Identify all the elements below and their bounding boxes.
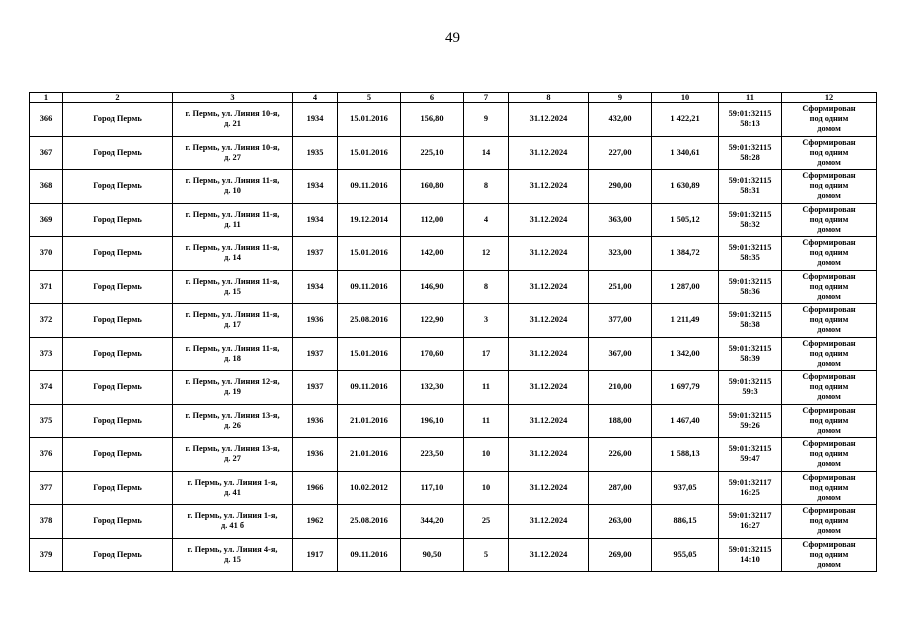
table-row	[30, 371, 877, 405]
cell-municipality: Город Пермь	[63, 438, 173, 472]
status-line-2: под одним	[809, 516, 849, 526]
cell-status	[782, 136, 877, 170]
cadastral-part-1: 59:01:32115	[728, 276, 772, 286]
cell-cadastral-number	[719, 304, 782, 338]
cell-deadline: 31.12.2024	[509, 471, 589, 505]
status-line-3: домом	[817, 157, 841, 167]
status-line-3: домом	[817, 492, 841, 502]
cadastral-part-2: 16:27	[740, 521, 760, 531]
cell-cost: 251,00	[589, 270, 652, 304]
cell-area: 90,50	[401, 538, 464, 572]
address-line: г. Пермь, ул. Линия 11-я,	[185, 343, 280, 353]
cell-deadline: 31.12.2024	[509, 136, 589, 170]
cadastral-part-2: 59:3	[742, 387, 758, 397]
cell-status	[782, 404, 877, 438]
cell-deadline: 31.12.2024	[509, 203, 589, 237]
cell-count: 8	[464, 170, 509, 204]
table-row	[30, 505, 877, 539]
status-line-3: домом	[817, 559, 841, 569]
table-row	[30, 237, 877, 271]
cell-date: 21.01.2016	[338, 404, 401, 438]
cell-address	[173, 103, 293, 137]
cadastral-part-1: 59:01:32115	[728, 109, 772, 119]
address-line: г. Пермь, ул. Линия 12-я,	[185, 377, 280, 387]
cell-total: 955,05	[652, 538, 719, 572]
cell-cadastral-number	[719, 237, 782, 271]
address-house: д. 15	[224, 286, 241, 296]
cell-status	[782, 371, 877, 405]
cadastral-part-2: 58:13	[740, 119, 760, 129]
cell-total: 1 211,49	[652, 304, 719, 338]
column-number: 6	[401, 93, 464, 103]
cell-cost: 367,00	[589, 337, 652, 371]
cell-municipality: Город Пермь	[63, 404, 173, 438]
cadastral-part-1: 59:01:32117	[728, 477, 772, 487]
column-number: 5	[338, 93, 401, 103]
column-number: 11	[719, 93, 782, 103]
status-line-3: домом	[817, 124, 841, 134]
cell-count: 11	[464, 404, 509, 438]
column-number: 12	[782, 93, 877, 103]
cell-deadline: 31.12.2024	[509, 538, 589, 572]
cadastral-part-1: 59:01:32115	[728, 410, 772, 420]
cell-municipality: Город Пермь	[63, 304, 173, 338]
cell-status	[782, 304, 877, 338]
address-house: д. 27	[224, 152, 241, 162]
status-line-1: Сформирован	[802, 271, 856, 281]
cell-deadline: 31.12.2024	[509, 304, 589, 338]
cell-address	[173, 505, 293, 539]
cadastral-part-2: 59:47	[740, 454, 760, 464]
table-row	[30, 103, 877, 137]
status-line-3: домом	[817, 526, 841, 536]
address-line: г. Пермь, ул. Линия 11-я,	[185, 310, 280, 320]
cell-cadastral-number	[719, 404, 782, 438]
cell-cost: 227,00	[589, 136, 652, 170]
cell-area: 170,60	[401, 337, 464, 371]
cell-area: 196,10	[401, 404, 464, 438]
cell-year: 1936	[293, 438, 338, 472]
address-line: г. Пермь, ул. Линия 11-я,	[185, 243, 280, 253]
status-line-2: под одним	[809, 181, 849, 191]
status-line-3: домом	[817, 291, 841, 301]
cadastral-part-1: 59:01:32115	[728, 209, 772, 219]
cell-cost: 377,00	[589, 304, 652, 338]
cell-count: 14	[464, 136, 509, 170]
cell-cadastral-number	[719, 103, 782, 137]
cell-area: 344,20	[401, 505, 464, 539]
cell-municipality: Город Пермь	[63, 136, 173, 170]
address-line: г. Пермь, ул. Линия 13-я,	[185, 444, 280, 454]
cell-area: 156,80	[401, 103, 464, 137]
address-line: г. Пермь, ул. Линия 4-я,	[187, 544, 278, 554]
address-line: г. Пермь, ул. Линия 11-я,	[185, 209, 280, 219]
cell-cadastral-number	[719, 337, 782, 371]
cell-deadline: 31.12.2024	[509, 337, 589, 371]
cell-municipality: Город Пермь	[63, 371, 173, 405]
column-number: 3	[173, 93, 293, 103]
cell-count: 4	[464, 203, 509, 237]
status-line-3: домом	[817, 191, 841, 201]
cell-row-number: 375	[30, 404, 63, 438]
cell-address	[173, 203, 293, 237]
cell-total: 1 505,12	[652, 203, 719, 237]
cell-municipality: Город Пермь	[63, 270, 173, 304]
cell-status	[782, 505, 877, 539]
status-line-3: домом	[817, 459, 841, 469]
cell-cadastral-number	[719, 538, 782, 572]
cadastral-part-1: 59:01:32117	[728, 511, 772, 521]
status-line-1: Сформирован	[802, 238, 856, 248]
cell-year: 1966	[293, 471, 338, 505]
cell-municipality: Город Пермь	[63, 538, 173, 572]
cell-status	[782, 337, 877, 371]
cell-address	[173, 237, 293, 271]
cell-cost: 432,00	[589, 103, 652, 137]
cell-municipality: Город Пермь	[63, 170, 173, 204]
cell-cadastral-number	[719, 438, 782, 472]
cell-cadastral-number	[719, 505, 782, 539]
cell-date: 09.11.2016	[338, 371, 401, 405]
status-line-1: Сформирован	[802, 405, 856, 415]
cell-cost: 210,00	[589, 371, 652, 405]
cell-deadline: 31.12.2024	[509, 170, 589, 204]
status-line-1: Сформирован	[802, 472, 856, 482]
cell-date: 09.11.2016	[338, 270, 401, 304]
table-row	[30, 404, 877, 438]
cell-cost: 188,00	[589, 404, 652, 438]
cell-address	[173, 136, 293, 170]
cell-area: 117,10	[401, 471, 464, 505]
cadastral-part-1: 59:01:32115	[728, 310, 772, 320]
address-house: д. 14	[224, 253, 241, 263]
status-line-2: под одним	[809, 348, 849, 358]
status-line-3: домом	[817, 358, 841, 368]
address-house: д. 15	[224, 554, 241, 564]
address-house: д. 19	[224, 387, 241, 397]
status-line-2: под одним	[809, 549, 849, 559]
cell-municipality: Город Пермь	[63, 505, 173, 539]
address-line: г. Пермь, ул. Линия 1-я,	[187, 477, 278, 487]
table-row	[30, 136, 877, 170]
cell-count: 10	[464, 438, 509, 472]
table-row	[30, 270, 877, 304]
cell-area: 132,30	[401, 371, 464, 405]
cadastral-part-2: 58:32	[740, 219, 760, 229]
cell-deadline: 31.12.2024	[509, 404, 589, 438]
cell-row-number: 373	[30, 337, 63, 371]
cell-total: 886,15	[652, 505, 719, 539]
address-house: д. 27	[224, 454, 241, 464]
status-line-1: Сформирован	[802, 372, 856, 382]
cell-total: 1 630,89	[652, 170, 719, 204]
cell-date: 19.12.2014	[338, 203, 401, 237]
column-number: 7	[464, 93, 509, 103]
table-row	[30, 304, 877, 338]
cell-total: 1 697,79	[652, 371, 719, 405]
cell-date: 09.11.2016	[338, 170, 401, 204]
address-house: д. 41	[224, 487, 241, 497]
cell-status	[782, 438, 877, 472]
cell-count: 17	[464, 337, 509, 371]
cell-cost: 263,00	[589, 505, 652, 539]
cell-deadline: 31.12.2024	[509, 237, 589, 271]
address-house: д. 10	[224, 186, 241, 196]
cell-row-number: 379	[30, 538, 63, 572]
cadastral-part-2: 58:28	[740, 152, 760, 162]
cell-total: 937,05	[652, 471, 719, 505]
cell-municipality: Город Пермь	[63, 203, 173, 237]
cadastral-part-1: 59:01:32115	[728, 243, 772, 253]
cell-year: 1934	[293, 103, 338, 137]
cell-area: 146,90	[401, 270, 464, 304]
status-line-2: под одним	[809, 449, 849, 459]
cell-date: 15.01.2016	[338, 337, 401, 371]
cadastral-part-2: 59:26	[740, 420, 760, 430]
cell-date: 21.01.2016	[338, 438, 401, 472]
column-number: 2	[63, 93, 173, 103]
cell-cost: 226,00	[589, 438, 652, 472]
column-number: 9	[589, 93, 652, 103]
status-line-1: Сформирован	[802, 104, 856, 114]
cell-year: 1936	[293, 404, 338, 438]
address-line: г. Пермь, ул. Линия 10-я,	[185, 109, 280, 119]
column-number: 1	[30, 93, 63, 103]
status-line-1: Сформирован	[802, 439, 856, 449]
cell-count: 12	[464, 237, 509, 271]
cell-total: 1 588,13	[652, 438, 719, 472]
cell-deadline: 31.12.2024	[509, 371, 589, 405]
table-row	[30, 438, 877, 472]
cadastral-part-1: 59:01:32115	[728, 377, 772, 387]
status-line-2: под одним	[809, 281, 849, 291]
address-house: д. 17	[224, 320, 241, 330]
cell-count: 11	[464, 371, 509, 405]
address-line: г. Пермь, ул. Линия 1-я,	[187, 511, 278, 521]
cadastral-part-1: 59:01:32115	[728, 544, 772, 554]
status-line-1: Сформирован	[802, 171, 856, 181]
page-number: 49	[445, 30, 460, 46]
cell-row-number: 378	[30, 505, 63, 539]
cell-date: 25.08.2016	[338, 304, 401, 338]
cell-address	[173, 304, 293, 338]
address-house: д. 21	[224, 119, 241, 129]
cell-year: 1934	[293, 170, 338, 204]
cell-deadline: 31.12.2024	[509, 438, 589, 472]
table-row	[30, 337, 877, 371]
cadastral-part-1: 59:01:32115	[728, 343, 772, 353]
column-number: 4	[293, 93, 338, 103]
cell-address	[173, 538, 293, 572]
cell-address	[173, 170, 293, 204]
status-line-2: под одним	[809, 482, 849, 492]
cell-status	[782, 237, 877, 271]
address-line: г. Пермь, ул. Линия 11-я,	[185, 176, 280, 186]
status-line-2: под одним	[809, 248, 849, 258]
address-line: г. Пермь, ул. Линия 13-я,	[185, 410, 280, 420]
cell-total: 1 384,72	[652, 237, 719, 271]
cell-count: 9	[464, 103, 509, 137]
status-line-1: Сформирован	[802, 137, 856, 147]
status-line-2: под одним	[809, 415, 849, 425]
table-row	[30, 471, 877, 505]
address-line: г. Пермь, ул. Линия 11-я,	[185, 276, 280, 286]
cell-cost: 269,00	[589, 538, 652, 572]
status-line-2: под одним	[809, 382, 849, 392]
cell-area: 223,50	[401, 438, 464, 472]
cell-status	[782, 270, 877, 304]
address-house: д. 41 б	[220, 521, 245, 531]
cell-year: 1934	[293, 270, 338, 304]
cell-cost: 287,00	[589, 471, 652, 505]
cell-row-number: 372	[30, 304, 63, 338]
cell-date: 09.11.2016	[338, 538, 401, 572]
cell-row-number: 367	[30, 136, 63, 170]
cell-cost: 290,00	[589, 170, 652, 204]
cell-address	[173, 337, 293, 371]
cell-count: 8	[464, 270, 509, 304]
cell-year: 1937	[293, 237, 338, 271]
cell-deadline: 31.12.2024	[509, 103, 589, 137]
cell-total: 1 340,61	[652, 136, 719, 170]
cadastral-part-2: 16:25	[740, 487, 760, 497]
cell-row-number: 376	[30, 438, 63, 472]
status-line-1: Сформирован	[802, 305, 856, 315]
cell-address	[173, 438, 293, 472]
cell-row-number: 374	[30, 371, 63, 405]
status-line-3: домом	[817, 425, 841, 435]
status-line-2: под одним	[809, 315, 849, 325]
cell-area: 160,80	[401, 170, 464, 204]
cell-cadastral-number	[719, 371, 782, 405]
cell-deadline: 31.12.2024	[509, 505, 589, 539]
cell-year: 1934	[293, 203, 338, 237]
cadastral-part-2: 58:36	[740, 286, 760, 296]
cell-row-number: 377	[30, 471, 63, 505]
cell-area: 225,10	[401, 136, 464, 170]
cadastral-part-2: 14:10	[740, 554, 760, 564]
cell-date: 25.08.2016	[338, 505, 401, 539]
cell-total: 1 342,00	[652, 337, 719, 371]
cell-row-number: 368	[30, 170, 63, 204]
cell-municipality: Город Пермь	[63, 103, 173, 137]
cell-count: 5	[464, 538, 509, 572]
cell-year: 1962	[293, 505, 338, 539]
cadastral-part-2: 58:38	[740, 320, 760, 330]
cell-count: 3	[464, 304, 509, 338]
cell-year: 1937	[293, 337, 338, 371]
status-line-2: под одним	[809, 214, 849, 224]
cell-total: 1 422,21	[652, 103, 719, 137]
cell-address	[173, 404, 293, 438]
column-number: 10	[652, 93, 719, 103]
status-line-1: Сформирован	[802, 204, 856, 214]
cell-status	[782, 170, 877, 204]
status-line-3: домом	[817, 258, 841, 268]
cell-row-number: 370	[30, 237, 63, 271]
cell-total: 1 467,40	[652, 404, 719, 438]
cell-status	[782, 203, 877, 237]
cadastral-part-1: 59:01:32115	[728, 176, 772, 186]
table-row	[30, 170, 877, 204]
column-number: 8	[509, 93, 589, 103]
cell-count: 25	[464, 505, 509, 539]
cell-municipality: Город Пермь	[63, 237, 173, 271]
cell-year: 1937	[293, 371, 338, 405]
cell-municipality: Город Пермь	[63, 471, 173, 505]
cadastral-part-2: 58:31	[740, 186, 760, 196]
status-line-3: домом	[817, 325, 841, 335]
status-line-3: домом	[817, 392, 841, 402]
cell-date: 15.01.2016	[338, 237, 401, 271]
cell-area: 122,90	[401, 304, 464, 338]
cell-status	[782, 471, 877, 505]
cell-address	[173, 270, 293, 304]
cell-cadastral-number	[719, 471, 782, 505]
status-line-3: домом	[817, 224, 841, 234]
cell-cadastral-number	[719, 203, 782, 237]
status-line-1: Сформирован	[802, 338, 856, 348]
cell-row-number: 366	[30, 103, 63, 137]
cell-cost: 323,00	[589, 237, 652, 271]
cell-date: 10.02.2012	[338, 471, 401, 505]
cell-municipality: Город Пермь	[63, 337, 173, 371]
status-line-1: Сформирован	[802, 506, 856, 516]
cell-cadastral-number	[719, 270, 782, 304]
cadastral-part-2: 58:35	[740, 253, 760, 263]
cell-status	[782, 103, 877, 137]
cell-area: 142,00	[401, 237, 464, 271]
address-line: г. Пермь, ул. Линия 10-я,	[185, 142, 280, 152]
column-number-row	[30, 93, 877, 103]
table-row	[30, 203, 877, 237]
cell-cost: 363,00	[589, 203, 652, 237]
address-house: д. 18	[224, 353, 241, 363]
cell-year: 1935	[293, 136, 338, 170]
cell-row-number: 369	[30, 203, 63, 237]
status-line-2: под одним	[809, 147, 849, 157]
cadastral-part-1: 59:01:32115	[728, 444, 772, 454]
cell-status	[782, 538, 877, 572]
status-line-2: под одним	[809, 114, 849, 124]
cell-year: 1936	[293, 304, 338, 338]
cell-date: 15.01.2016	[338, 103, 401, 137]
cell-cadastral-number	[719, 170, 782, 204]
cell-row-number: 371	[30, 270, 63, 304]
cell-address	[173, 471, 293, 505]
status-line-1: Сформирован	[802, 539, 856, 549]
address-house: д. 11	[224, 219, 241, 229]
cadastral-part-2: 58:39	[740, 353, 760, 363]
cell-count: 10	[464, 471, 509, 505]
address-house: д. 26	[224, 420, 241, 430]
cell-total: 1 287,00	[652, 270, 719, 304]
cell-address	[173, 371, 293, 405]
cell-cadastral-number	[719, 136, 782, 170]
cell-deadline: 31.12.2024	[509, 270, 589, 304]
cell-year: 1917	[293, 538, 338, 572]
register-table	[29, 92, 877, 572]
cell-date: 15.01.2016	[338, 136, 401, 170]
cadastral-part-1: 59:01:32115	[728, 142, 772, 152]
cell-area: 112,00	[401, 203, 464, 237]
table-row	[30, 538, 877, 572]
